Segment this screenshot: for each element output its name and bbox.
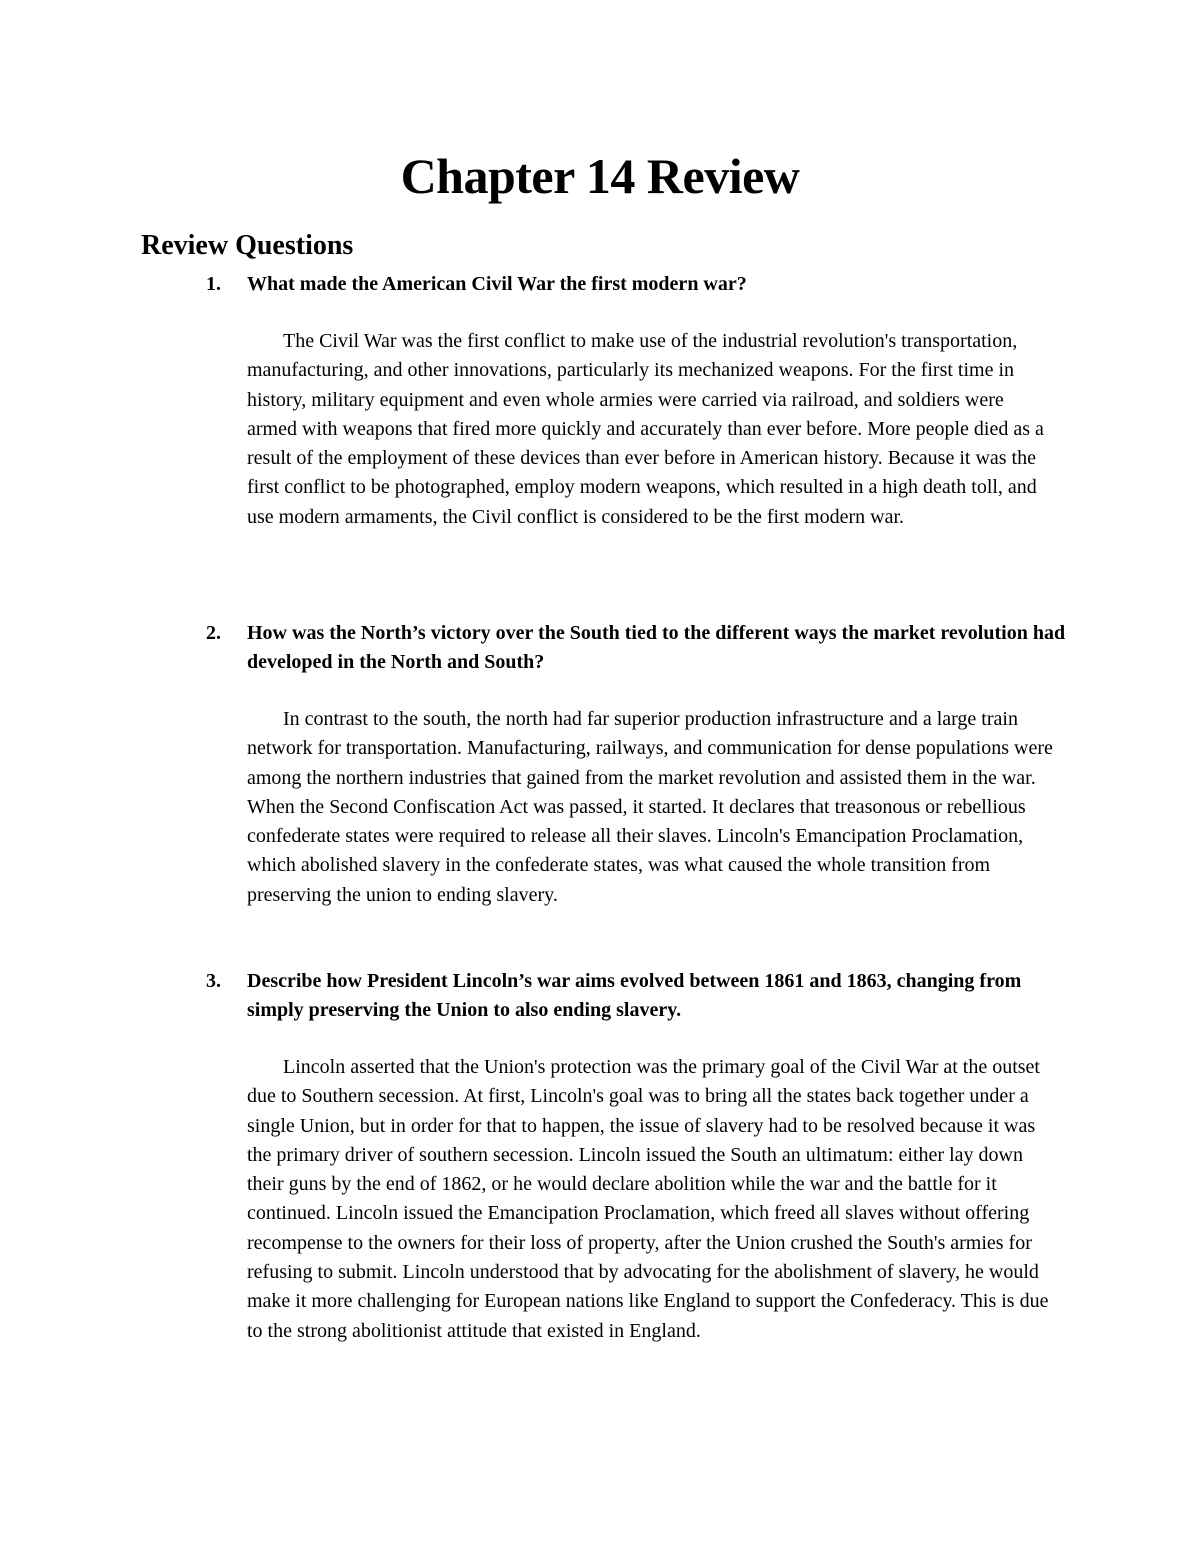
question-item-3 (206, 967, 1076, 1346)
question-text: How was the North’s victory over the South tied to the different ways the market revolution had developed in the North and South? (247, 622, 1066, 673)
answer-text: The Civil War was the first conflict to make use of the industrial revolution's transportation, manufacturing, and other innovations, particularly its mechanized weapons. For the first time in history, military equipment and even whole armies were carried via railroad, and soldiers were armed with weapons that fired more quickly and accurately than ever before. More people died as a result of the employment of these devices than ever before in American history. Because it was the first conflict to be photographed, employ modern weapons, which resulted in a high death toll, and use modern armaments, the Civil conflict is considered to be the first modern war. (247, 330, 1044, 528)
question-number: 1. (206, 273, 221, 295)
answer-text: In contrast to the south, the north had far superior production infrastructure and a large train network for transportation. Manufacturing, railways, and communication for dense populations were among the northern industries that gained from the market revolution and assisted them in the war. When the Second Confiscation Act was passed, it started. It declares that treasonous or rebellious confederate states were required to release all their slaves. Lincoln's Emancipation Proclamation, which abolished slavery in the confederate states, was what caused the whole transition from preserving the union to ending slavery. (247, 708, 1053, 906)
question-item-1 (206, 270, 1076, 532)
answer-text: Lincoln asserted that the Union's protection was the primary goal of the Civil War at the outset due to Southern secession. At first, Lincoln's goal was to bring all the states back together under a single Union, but in order for that to happen, the issue of slavery had to be resolved because it was the primary driver of southern secession. Lincoln issued the South an ultimatum: either lay down their guns by the end of 1862, or he would declare abolition while the war and the battle for it continued. Lincoln issued the Emancipation Proclamation, which freed all slaves without offering recompense to the owners for their loss of property, after the Union crushed the South's armies for refusing to submit. Lincoln understood that by advocating for the abolishment of slavery, he would make it more challenging for European nations like England to support the Confederacy. This is due to the strong abolitionist attitude that existed in England. (247, 1056, 1049, 1342)
question-number: 3. (206, 970, 221, 992)
question-text: Describe how President Lincoln’s war aims evolved between 1861 and 1863, changing from simply preserving the Union to also ending slavery. (247, 970, 1022, 1021)
section-heading: Review Questions (141, 230, 354, 261)
question-item-2 (206, 619, 1076, 910)
page-title: Chapter 14 Review (400, 148, 800, 204)
question-text: What made the American Civil War the first modern war? (247, 273, 747, 295)
question-number: 2. (206, 622, 221, 644)
